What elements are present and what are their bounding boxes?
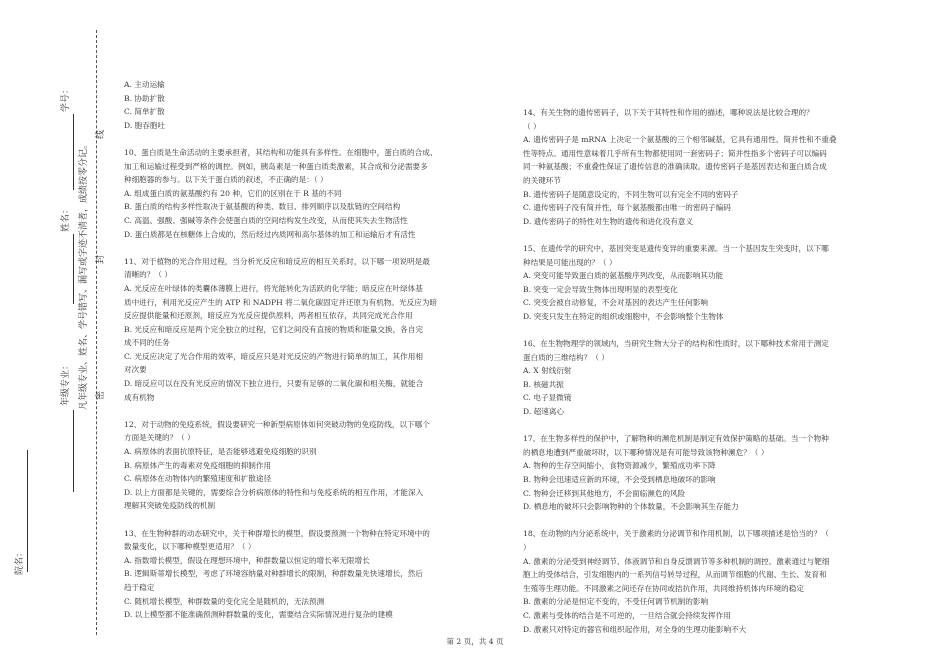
student-id-field[interactable] — [73, 114, 74, 190]
school-field[interactable] — [27, 450, 28, 572]
option-line: A. 指数增长模型，假设在理想环境中，种群数量以恒定的增长率无限增长 — [124, 555, 370, 565]
option-line: A. X 射线衍射 — [523, 366, 572, 376]
question-15 — [523, 242, 868, 324]
question-line: 加工和运输过程受到严格的调控。例如，胰岛素是一种蛋白质类激素，其合成和分泌需要多 — [124, 161, 428, 171]
option-line: 趋于稳定 — [124, 582, 155, 592]
name-label: 姓名： — [61, 204, 71, 232]
option-line: C. 病原体在动物体内的繁殖速度和扩散途径 — [124, 474, 272, 484]
option-line: 胞上的受体结合，引发细胞内的一系列信号转导过程，从而调节细胞的代谢、生长、发育和 — [523, 570, 827, 580]
q9-option-d: D. 胞吞胞吐 — [124, 120, 166, 130]
option-line: B. 核磁共振 — [523, 379, 564, 389]
option-line: B. 突变一定会导致生物体出现明显的表型变化 — [523, 284, 678, 294]
option-line: A. 突变可能导致蛋白质的氨基酸序列改变，从而影响其功能 — [523, 271, 724, 281]
question-line: 15、在遗传学的研究中，基因突变是遗传变异的重要来源。当一个基因发生突变时，以下哪 — [523, 243, 829, 253]
question-line: 12、对于动物的免疫系统，假设要研究一种新型病原体如何突破动物的免疫防线，以下哪个 — [124, 419, 430, 429]
option-line: B. 病原体产生的毒素对免疫细胞的抑制作用 — [124, 460, 272, 470]
question-17 — [523, 432, 868, 514]
question-line: 种细胞器的参与。以下关于蛋白质的叙述，不正确的是：（ ） — [124, 175, 328, 185]
option-line: A. 光反应在叶绿体的类囊体薄膜上进行，将光能转化为活跃的化学能；暗反应在叶绿体基 — [124, 283, 423, 293]
q9-option-b: B. 协助扩散 — [124, 93, 165, 103]
option-line: C. 光反应决定了光合作用的效率，暗反应只是对光反应的产物进行简单的加工，其作用相 — [124, 351, 423, 361]
question-line: 14、有关生物的遗传密码子，以下关于其特性和作用的描述，哪种说法是比较合理的？ — [523, 108, 814, 117]
option-line: D. 遗传密码子的特性对生物的遗传和进化没有意义 — [523, 216, 694, 226]
option-line: B. 物种会迅速适应新的环境，不会受到栖息地破坏的影响 — [523, 475, 716, 485]
option-line: D. 超速离心 — [523, 407, 565, 417]
option-line: C. 电子显微镜 — [523, 393, 572, 403]
option-line: 同一种氨基酸；不重叠性保证了遗传信息的准确读取。遗传密码子是基因表达和蛋白质合成 — [523, 162, 827, 172]
option-line: 成有机物 — [124, 392, 155, 402]
option-line: C. 遗传密码子没有简并性，每个氨基酸都由唯一的密码子编码 — [523, 203, 731, 213]
binding-dashed-line — [96, 30, 97, 635]
left-column — [124, 78, 480, 622]
question-line: 清晰的？（ ） — [124, 270, 172, 280]
q9-option-a: A. 主动运输 — [124, 80, 165, 89]
school-label: 院名： — [15, 547, 25, 575]
option-line: D. 暗反应可以在没有光反应的情况下独立进行，只要有足够的二氧化碳和相关酶，就能合 — [124, 379, 424, 389]
option-line: D. 激素只对特定的器官和组织起作用，对全身的生理功能影响不大 — [523, 624, 747, 634]
question-line: 10、蛋白质是生命活动的主要承担者，其结构和功能具有多样性。在细胞中，蛋白质的合成、 — [124, 147, 438, 157]
seal-char-mi: 密 — [96, 390, 106, 400]
option-line: C. 高温、强酸、强碱等条件会使蛋白质的空间结构发生改变，从而使其失去生物活性 — [124, 215, 408, 225]
option-line: D. 栖息地的破坏只会影响物种的个体数量，不会影响其生存能力 — [523, 502, 739, 512]
right-column — [523, 106, 868, 636]
option-line: C. 突变会被自动修复，不会对基因的表达产生任何影响 — [523, 298, 709, 308]
question-13 — [124, 527, 480, 622]
option-line: C. 随机增长模型，种群数量的变化完全是随机的，无法预测 — [124, 596, 325, 606]
option-line: D. 以上模型都不能准确预测种群数量的变化，需要结合实际情况进行复杂的建模 — [124, 610, 393, 620]
option-line: A. 激素的分泌受到神经调节、体液调节和自身反馈调节等多种机制的调控。激素通过与靶细 — [523, 556, 830, 566]
seal-char-feng: 封 — [96, 254, 106, 264]
question-line: 的栖息地遭到严重破坏时，以下哪种情况是有可能导致该物种濒危？（ ） — [523, 447, 769, 457]
option-line: A. 病原体的表面抗原特征，是否能够逃避免疫细胞的识别 — [124, 447, 317, 457]
option-line: 理解其突破免疫防线的机制 — [124, 501, 216, 511]
option-line: A. 物种的生存空间缩小，食物资源减少，繁殖成功率下降 — [523, 461, 716, 471]
option-line: D. 以上方面都是关键的，需要综合分析病原体的特性和与免疫系统的相互作用，才能深入 — [124, 487, 424, 497]
option-line: B. 逻辑斯蒂增长模型，考虑了环境容纳量对种群增长的限制，种群数量先快速增长，然后 — [124, 569, 423, 579]
seal-char-xian: 线 — [96, 129, 106, 139]
binding-strip — [0, 0, 110, 672]
question-line: 蛋白质的三维结构？（ ） — [523, 352, 609, 362]
option-line: B. 光反应和暗反应是两个完全独立的过程，它们之间没有直接的物质和能量交换，各自完 — [124, 324, 423, 334]
option-line: 对次要 — [124, 365, 147, 375]
question-line: 16、在生物物理学的领域内，当研究生物大分子的结构和性质时，以下哪种技术常用于测定 — [523, 339, 829, 349]
option-line: 成不同的任务 — [124, 338, 170, 348]
option-line: D. 突变只发生在特定的组织或细胞中，不会影响整个生物体 — [523, 311, 724, 321]
option-line: B. 激素的分泌是恒定不变的，不受任何调节机制的影响 — [523, 597, 709, 607]
question-11 — [124, 255, 480, 405]
option-line: 性等特点。通用性意味着几乎所有生物都使用同一套密码子；简并性指多个密码子可以编码 — [523, 148, 827, 158]
option-line: 生殖等生理功能。不同激素之间还存在协同或拮抗作用，共同维持机体内环境的稳定 — [523, 583, 804, 593]
question-line: 17、在生物多样性的保护中，了解物种的濒危机制是制定有效保护策略的基础。当一个物种 — [523, 434, 829, 444]
question-line: 13、在生物种群的动态研究中，关于种群增长的模型，假设要预测一个物种在特定环境中的 — [124, 528, 430, 538]
question-12 — [124, 418, 480, 513]
q9-option-c: C. 简单扩散 — [124, 107, 165, 117]
question-16 — [523, 337, 868, 419]
option-line: C. 激素与受体的结合是不可逆的，一旦结合就会持续发挥作用 — [523, 610, 731, 620]
option-line: D. 蛋白质都是在核糖体上合成的，然后经过内质网和高尔基体的加工和运输后才有活性 — [124, 229, 416, 239]
major-field[interactable] — [73, 410, 74, 492]
question-10 — [124, 146, 480, 241]
question-line: 11、对于植物的光合作用过程，当分析光反应和暗反应的相互关系时，以下哪一项说明是最 — [124, 256, 430, 266]
option-line: A. 组成蛋白质的氨基酸约有 20 种，它们的区别在于 R 基的不同 — [124, 188, 342, 198]
name-field[interactable] — [73, 234, 74, 304]
question-line: 种结果是可能出现的？（ ） — [523, 257, 617, 267]
q9-options — [124, 78, 480, 132]
page-number: 第 2 页，共 4 页 — [446, 637, 504, 646]
student-id-label: 学号： — [61, 84, 71, 112]
option-line: 的关键环节 — [523, 175, 561, 185]
question-18 — [523, 527, 868, 636]
option-line: B. 蛋白质的结构多样性取决于氨基酸的种类、数目、排列顺序以及肽链的空间结构 — [124, 202, 401, 212]
question-line: 18、在动物的内分泌系统中，关于激素的分泌调节和作用机制，以下哪项描述是恰当的？（ — [523, 529, 829, 539]
question-line: ） — [523, 543, 531, 552]
option-line: 反应提供能量和还原剂，暗反应为光反应提供原料，两者相互依存，共同完成光合作用 — [124, 311, 413, 321]
question-line: 方面是关键的？（ ） — [124, 433, 195, 443]
option-line: 质中进行，利用光反应产生的 ATP 和 NADPH 将二氧化碳固定并还原为有机物。光反应为暗 — [124, 297, 438, 307]
major-label: 年级专业： — [61, 360, 71, 406]
question-line: （ ） — [523, 121, 541, 131]
question-14 — [523, 106, 868, 228]
binding-notice: 凡年级专业、姓名、学号错写、漏写或字迹不清者，成绩按零分记。 — [79, 139, 89, 410]
option-line: C. 物种会迁移到其他地方，不会面临濒危的风险 — [523, 488, 686, 498]
option-line: B. 遗传密码子是随意设定的，不同生物可以有完全不同的密码子 — [523, 189, 739, 199]
option-line: A. 遗传密码子是 mRNA 上决定一个氨基酸的三个相邻碱基，它具有通用性、简并性和不重叠 — [523, 135, 837, 145]
question-line: 数量变化，以下哪种模型更适用？（ ） — [124, 542, 256, 552]
